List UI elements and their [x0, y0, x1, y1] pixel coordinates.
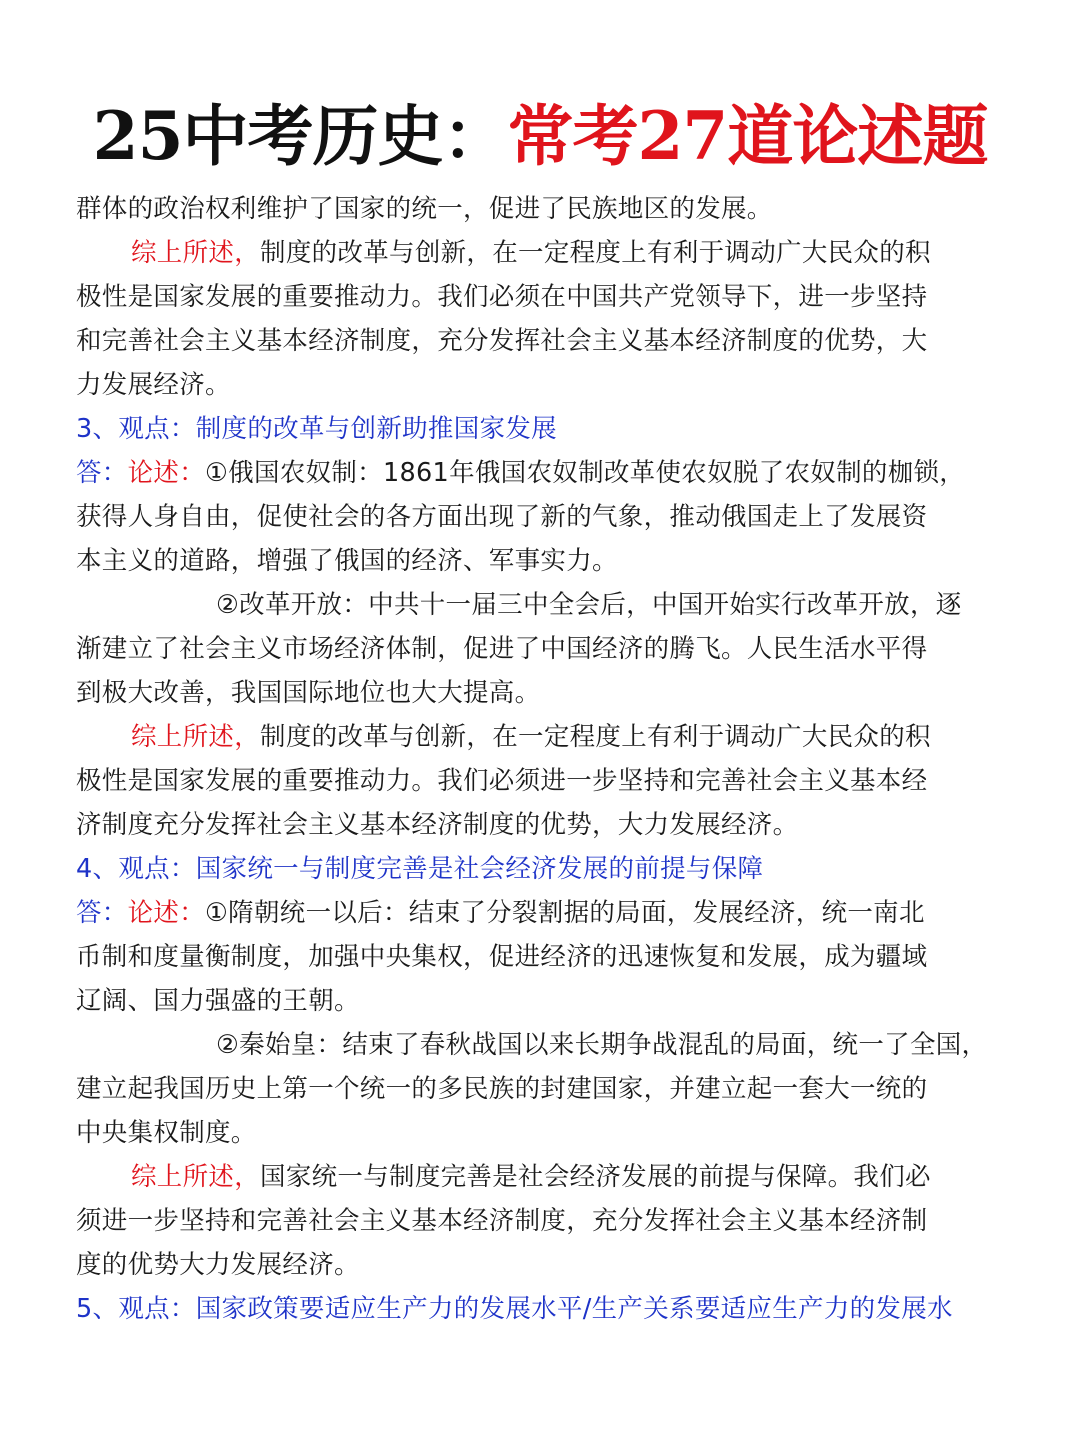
- discussion-label: 论述：: [127, 458, 206, 488]
- point-line: ②秦始皇：结束了春秋战国以来长期争战混乱的局面，统一了全国，: [216, 1030, 988, 1060]
- viewpoint-heading-5: 5、观点：国家政策要适应生产力的发展水平/生产关系要适应生产力的发展水: [76, 1294, 953, 1324]
- viewpoint-heading-3: 3、观点：制度的改革与创新助推国家发展: [76, 414, 557, 444]
- paragraph-line: 力发展经济。: [76, 370, 231, 400]
- summary-label: 综上所述，: [131, 238, 261, 268]
- summary-label: 综上所述，: [131, 1162, 261, 1192]
- summary-text: 国家统一与制度完善是社会经济发展的前提与保障。我们必: [260, 1162, 931, 1192]
- answer-text: ①俄国农奴制：1861年俄国农奴制改革使农奴脱了农奴制的枷锁，: [205, 458, 966, 488]
- answer-line: [76, 891, 1011, 935]
- answer-label: 答：: [76, 898, 128, 928]
- paragraph-line: 度的优势大力发展经济。: [76, 1250, 360, 1280]
- summary-text: 制度的改革与创新，在一定程度上有利于调动广大民众的积: [260, 722, 931, 752]
- paragraph-line: 群体的政治权利维护了国家的统一，促进了民族地区的发展。: [76, 194, 773, 224]
- title-prefix: 25中考历史：: [92, 97, 508, 175]
- page-title: [0, 92, 1080, 180]
- article-body: [76, 187, 1011, 1331]
- discussion-label: 论述：: [127, 898, 206, 928]
- paragraph-line: 渐建立了社会主义市场经济体制，促进了中国经济的腾飞。人民生活水平得: [76, 634, 928, 664]
- summary-line: [76, 231, 1011, 275]
- summary-label: 综上所述，: [131, 722, 261, 752]
- paragraph-line: 极性是国家发展的重要推动力。我们必须在中国共产党领导下，进一步坚持: [76, 282, 928, 312]
- paragraph-line: 建立起我国历史上第一个统一的多民族的封建国家，并建立起一套大一统的: [76, 1074, 928, 1104]
- summary-line: [76, 1155, 1011, 1199]
- viewpoint-heading-4: 4、观点：国家统一与制度完善是社会经济发展的前提与保障: [76, 854, 764, 884]
- summary-line: [76, 715, 1011, 759]
- paragraph-line: 辽阔、国力强盛的王朝。: [76, 986, 360, 1016]
- answer-text: ①隋朝统一以后：结束了分裂割据的局面，发展经济，统一南北: [205, 898, 925, 928]
- paragraph-line: 须进一步坚持和完善社会主义基本经济制度，充分发挥社会主义基本经济制: [76, 1206, 928, 1236]
- summary-text: 制度的改革与创新，在一定程度上有利于调动广大民众的积: [260, 238, 931, 268]
- paragraph-line: 济制度充分发挥社会主义基本经济制度的优势，大力发展经济。: [76, 810, 799, 840]
- point-line: ②改革开放：中共十一届三中全会后，中国开始实行改革开放，逐: [216, 590, 962, 620]
- paragraph-line: 中央集权制度。: [76, 1118, 257, 1148]
- paragraph-line: 本主义的道路，增强了俄国的经济、军事实力。: [76, 546, 618, 576]
- paragraph-line: 获得人身自由，促使社会的各方面出现了新的气象，推动俄国走上了发展资: [76, 502, 928, 532]
- title-highlight: 常考27道论述题: [507, 97, 988, 175]
- answer-line: [76, 451, 1011, 495]
- paragraph-line: 极性是国家发展的重要推动力。我们必须进一步坚持和完善社会主义基本经: [76, 766, 928, 796]
- answer-label: 答：: [76, 458, 128, 488]
- paragraph-line: 币制和度量衡制度，加强中央集权，促进经济的迅速恢复和发展，成为疆域: [76, 942, 928, 972]
- paragraph-line: 到极大改善，我国国际地位也大大提高。: [76, 678, 541, 708]
- paragraph-line: 和完善社会主义基本经济制度，充分发挥社会主义基本经济制度的优势，大: [76, 326, 928, 356]
